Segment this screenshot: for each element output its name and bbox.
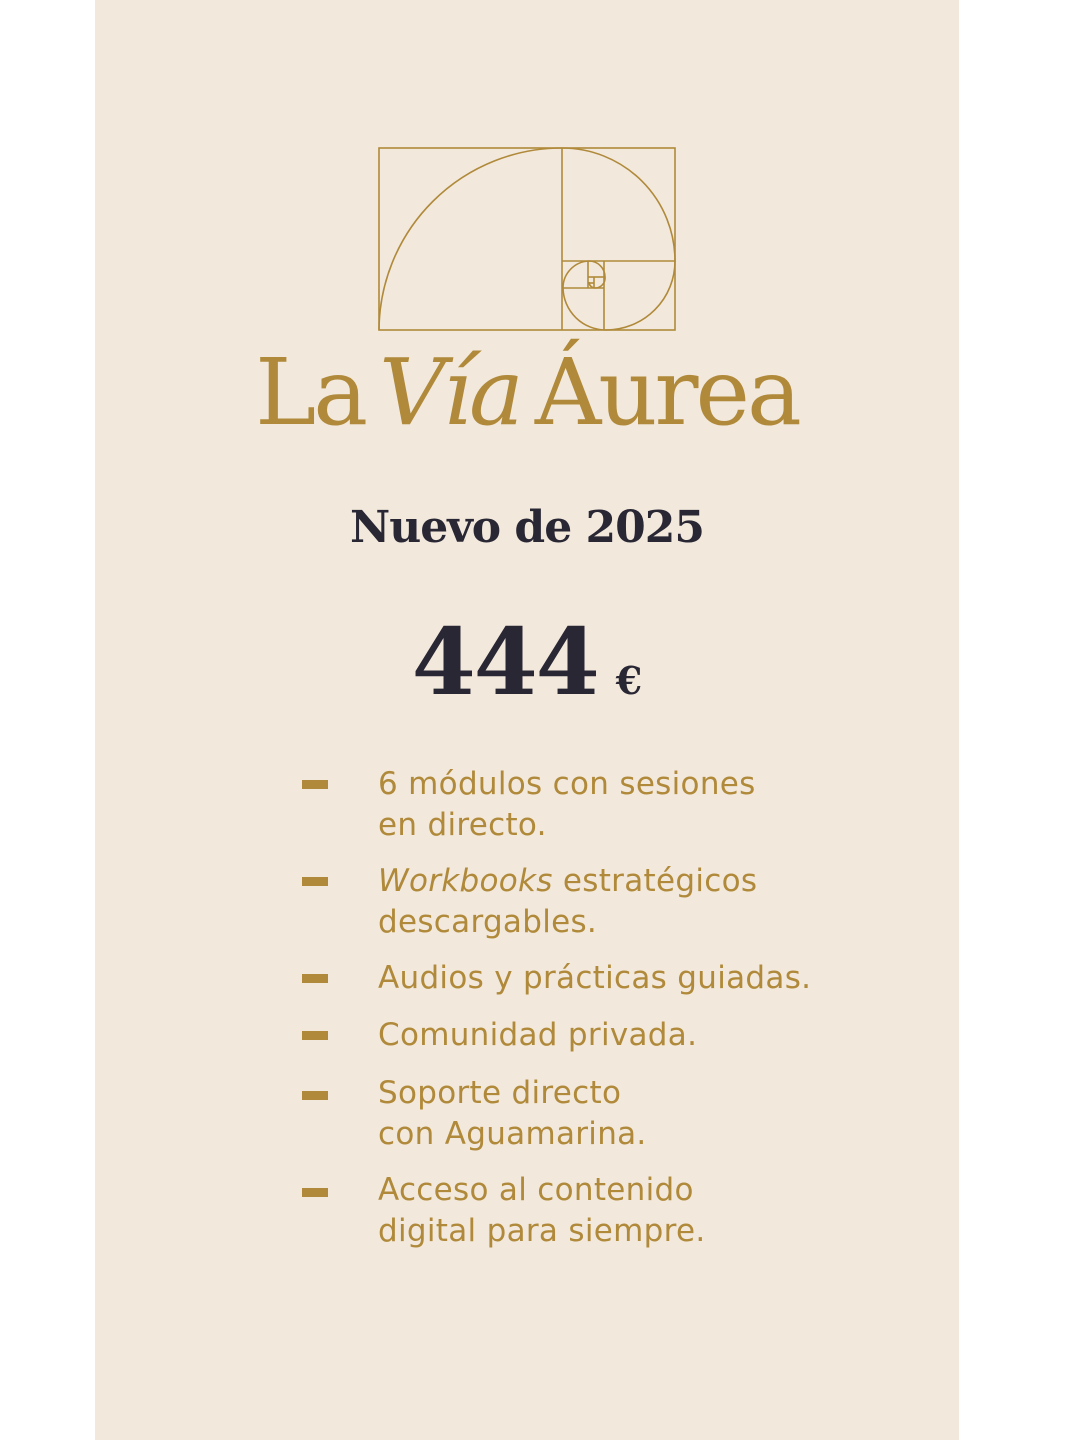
- feature-text: [378, 1015, 938, 1056]
- feature-text: [378, 764, 938, 846]
- brand-title-aurea: Áurea: [534, 339, 799, 446]
- golden-spiral-icon: [378, 147, 677, 333]
- feature-line: con Aguamarina.: [378, 1116, 647, 1152]
- feature-line: descargables.: [378, 904, 598, 940]
- dash-icon: [302, 1188, 328, 1197]
- feature-text: [378, 861, 938, 943]
- feature-line: en directo.: [378, 807, 547, 843]
- feature-italic: Workbooks: [378, 863, 553, 899]
- dash-icon: [302, 1091, 328, 1100]
- feature-line: Comunidad privada.: [378, 1017, 698, 1053]
- brand-title-la: La: [255, 339, 366, 446]
- price-amount: 444: [411, 608, 598, 716]
- dash-icon: [302, 877, 328, 886]
- feature-line: Acceso al contenido: [378, 1172, 694, 1208]
- brand-title-via: Vía: [379, 339, 521, 446]
- feature-line: 6 módulos con sesiones: [378, 766, 756, 802]
- feature-text: [378, 1170, 938, 1252]
- feature-line: digital para siempre.: [378, 1213, 706, 1249]
- price-currency: €: [615, 658, 643, 703]
- price: [95, 608, 959, 716]
- dash-icon: [302, 1031, 328, 1040]
- feature-text: [378, 958, 938, 999]
- feature-line: [378, 861, 938, 902]
- product-card: [95, 0, 959, 1440]
- feature-line: Audios y prácticas guiadas.: [378, 960, 812, 996]
- brand-title: [95, 338, 959, 448]
- subtitle: Nuevo de 2025: [350, 502, 704, 553]
- dash-icon: [302, 974, 328, 983]
- feature-line-rest: estratégicos: [552, 863, 758, 899]
- feature-text: [378, 1073, 938, 1155]
- dash-icon: [302, 780, 328, 789]
- feature-line: Soporte directo: [378, 1075, 622, 1111]
